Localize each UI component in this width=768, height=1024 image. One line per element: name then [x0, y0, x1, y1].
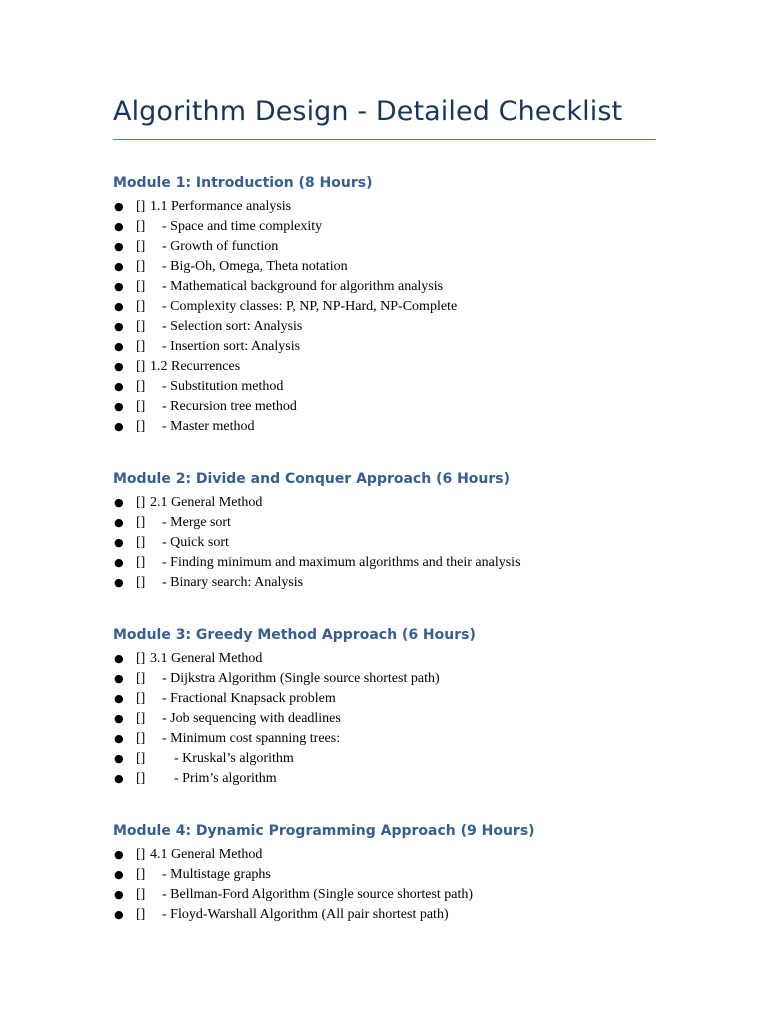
checkbox-marker: []	[136, 259, 146, 274]
checkbox-marker: []	[136, 887, 146, 902]
checkbox-marker: []	[136, 847, 146, 862]
item-text: - Binary search: Analysis	[162, 575, 304, 590]
bullet-icon: ●	[114, 380, 124, 393]
checkbox-marker: []	[136, 359, 146, 374]
item-text: - Kruskal’s algorithm	[174, 751, 294, 766]
item-text: - Dijkstra Algorithm (Single source shortest path)	[162, 671, 440, 686]
checklist-item	[113, 669, 673, 689]
checklist-item	[113, 357, 673, 377]
checklist-item	[113, 493, 673, 513]
checklist-item	[113, 237, 673, 257]
checkbox-marker: []	[136, 379, 146, 394]
checkbox-marker: []	[136, 319, 146, 334]
module-checklist	[113, 649, 673, 789]
bullet-icon: ●	[114, 280, 124, 293]
bullet-icon: ●	[114, 420, 124, 433]
module-4	[113, 820, 673, 925]
bullet-icon: ●	[114, 868, 124, 881]
item-text: 1.2 Recurrences	[150, 359, 241, 374]
item-text: - Bellman-Ford Algorithm (Single source shortest path)	[162, 887, 474, 902]
module-heading: Module 2: Divide and Conquer Approach (6 Hours)	[113, 471, 511, 487]
checklist-item	[113, 533, 673, 553]
item-text: - Floyd-Warshall Algorithm (All pair shortest path)	[162, 907, 449, 922]
checklist-item	[113, 317, 673, 337]
checklist-item	[113, 905, 673, 925]
checkbox-marker: []	[136, 399, 146, 414]
bullet-icon: ●	[114, 360, 124, 373]
item-text: - Merge sort	[162, 515, 231, 530]
checklist-item	[113, 573, 673, 593]
bullet-icon: ●	[114, 340, 124, 353]
checklist-item	[113, 197, 673, 217]
checkbox-marker: []	[136, 199, 146, 214]
item-text: - Selection sort: Analysis	[162, 319, 303, 334]
module-1	[113, 172, 673, 437]
bullet-icon: ●	[114, 752, 124, 765]
checkbox-marker: []	[136, 771, 146, 786]
checkbox-marker: []	[136, 279, 146, 294]
item-text: - Mathematical background for algorithm analysis	[162, 279, 444, 294]
bullet-icon: ●	[114, 712, 124, 725]
bullet-icon: ●	[114, 400, 124, 413]
checkbox-marker: []	[136, 299, 146, 314]
bullet-icon: ●	[114, 576, 124, 589]
checklist-item	[113, 769, 673, 789]
checkbox-marker: []	[136, 651, 146, 666]
item-text: - Master method	[162, 419, 255, 434]
item-text: - Prim’s algorithm	[174, 771, 277, 786]
bullet-icon: ●	[114, 260, 124, 273]
item-text: - Recursion tree method	[162, 399, 297, 414]
checkbox-marker: []	[136, 219, 146, 234]
checkbox-marker: []	[136, 907, 146, 922]
checklist-item	[113, 729, 673, 749]
item-text: - Fractional Knapsack problem	[162, 691, 336, 706]
checkbox-marker: []	[136, 575, 146, 590]
checkbox-marker: []	[136, 555, 146, 570]
checkbox-marker: []	[136, 495, 146, 510]
checkbox-marker: []	[136, 751, 146, 766]
item-text: - Job sequencing with deadlines	[162, 711, 341, 726]
checklist-item	[113, 553, 673, 573]
item-text: - Substitution method	[162, 379, 284, 394]
bullet-icon: ●	[114, 496, 124, 509]
checkbox-marker: []	[136, 239, 146, 254]
bullet-icon: ●	[114, 220, 124, 233]
item-text: - Space and time complexity	[162, 219, 323, 234]
checkbox-marker: []	[136, 515, 146, 530]
bullet-icon: ●	[114, 300, 124, 313]
checklist-item	[113, 297, 673, 317]
checklist-item	[113, 513, 673, 533]
module-heading: Module 1: Introduction (8 Hours)	[113, 175, 373, 191]
checkbox-marker: []	[136, 711, 146, 726]
checklist-item	[113, 885, 673, 905]
module-heading: Module 4: Dynamic Programming Approach (9 Hours)	[113, 823, 535, 839]
bullet-icon: ●	[114, 692, 124, 705]
checkbox-marker: []	[136, 535, 146, 550]
item-text: - Complexity classes: P, NP, NP-Hard, NP-Complete	[162, 299, 458, 314]
item-text: - Growth of function	[162, 239, 279, 254]
item-text: - Insertion sort: Analysis	[162, 339, 301, 354]
checkbox-marker: []	[136, 867, 146, 882]
module-checklist	[113, 845, 673, 925]
checklist-item	[113, 649, 673, 669]
document-title: Algorithm Design - Detailed Checklist	[113, 96, 623, 127]
checklist-item	[113, 689, 673, 709]
checklist-item	[113, 749, 673, 769]
bullet-icon: ●	[114, 732, 124, 745]
item-text: - Big-Oh, Omega, Theta notation	[162, 259, 348, 274]
bullet-icon: ●	[114, 516, 124, 529]
bullet-icon: ●	[114, 772, 124, 785]
item-text: 2.1 General Method	[150, 495, 263, 510]
item-text: 3.1 General Method	[150, 651, 263, 666]
item-text: - Finding minimum and maximum algorithms and their analysis	[162, 555, 521, 570]
checkbox-marker: []	[136, 419, 146, 434]
bullet-icon: ●	[114, 908, 124, 921]
module-heading: Module 3: Greedy Method Approach (6 Hours)	[113, 627, 476, 643]
bullet-icon: ●	[114, 556, 124, 569]
item-text: - Multistage graphs	[162, 867, 271, 882]
checklist-item	[113, 865, 673, 885]
checklist-item	[113, 397, 673, 417]
bullet-icon: ●	[114, 320, 124, 333]
module-3	[113, 624, 673, 789]
item-text: 1.1 Performance analysis	[150, 199, 292, 214]
checklist-item	[113, 417, 673, 437]
item-text: 4.1 General Method	[150, 847, 263, 862]
bullet-icon: ●	[114, 200, 124, 213]
checklist-item	[113, 257, 673, 277]
item-text: - Minimum cost spanning trees:	[162, 731, 341, 746]
bullet-icon: ●	[114, 240, 124, 253]
module-2	[113, 468, 673, 593]
bullet-icon: ●	[114, 652, 124, 665]
bullet-icon: ●	[114, 672, 124, 685]
module-checklist	[113, 493, 673, 593]
checklist-item	[113, 217, 673, 237]
checklist-item	[113, 377, 673, 397]
checkbox-marker: []	[136, 731, 146, 746]
checklist-item	[113, 337, 673, 357]
title-underline	[113, 139, 656, 140]
bullet-icon: ●	[114, 848, 124, 861]
checkbox-marker: []	[136, 671, 146, 686]
checkbox-marker: []	[136, 691, 146, 706]
bullet-icon: ●	[114, 536, 124, 549]
bullet-icon: ●	[114, 888, 124, 901]
module-checklist	[113, 197, 673, 437]
checklist-item	[113, 845, 673, 865]
checklist-item	[113, 277, 673, 297]
checklist-item	[113, 709, 673, 729]
checkbox-marker: []	[136, 339, 146, 354]
item-text: - Quick sort	[162, 535, 229, 550]
